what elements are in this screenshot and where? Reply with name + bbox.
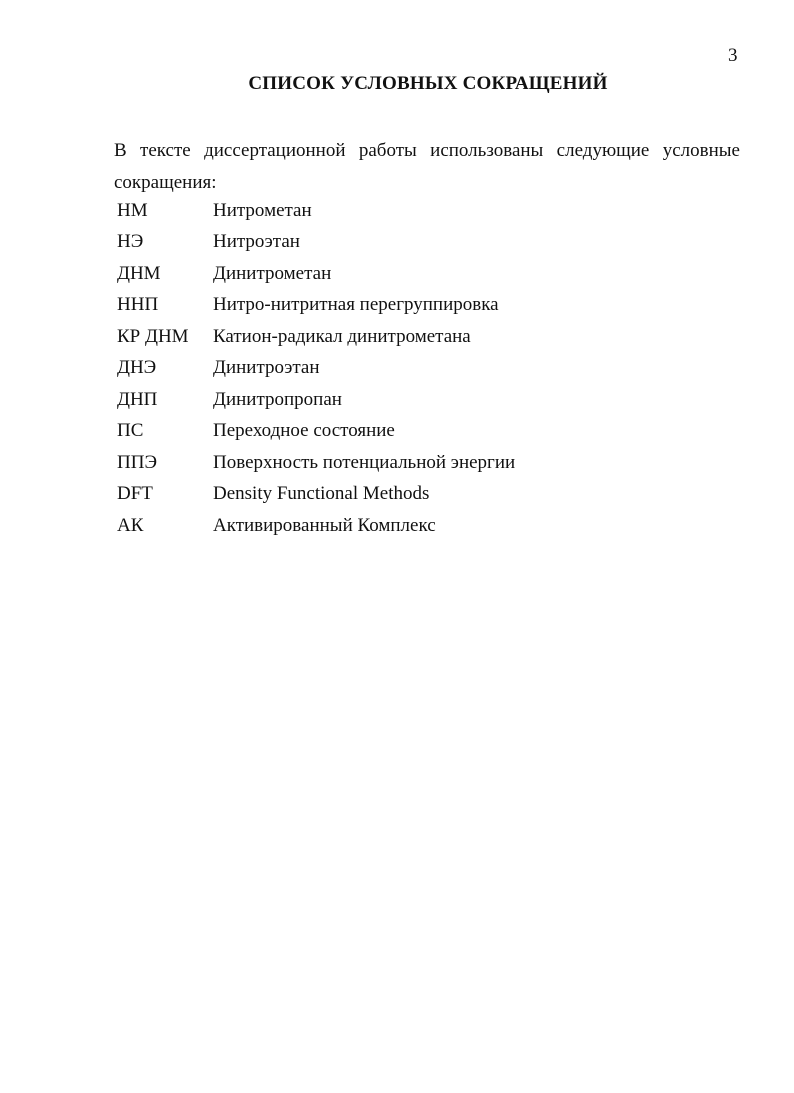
abbreviation-definition: Density Functional Methods (213, 483, 430, 505)
abbreviation-row (117, 510, 737, 542)
abbreviation-definition: Поверхность потенциальной энергии (213, 451, 516, 473)
abbreviation-definition: Катион-радикал динитрометана (213, 325, 471, 347)
abbreviation-term: НЭ (117, 231, 144, 253)
abbreviation-row (117, 195, 737, 227)
abbreviation-row (117, 353, 737, 385)
abbreviation-term: ППЭ (117, 451, 157, 473)
abbreviation-term: ДНМ (117, 262, 161, 284)
intro-paragraph: В тексте диссертационной работы использованы следующие условные сокращения: (114, 140, 740, 193)
abbreviation-definition: Переходное состояние (213, 420, 395, 442)
abbreviation-term: АК (117, 514, 144, 536)
abbreviation-row (117, 321, 737, 353)
abbreviation-term: КР ДНМ (117, 325, 189, 347)
abbreviation-term: ПС (117, 420, 144, 442)
abbreviation-list (117, 195, 737, 542)
abbreviation-term: ДНЭ (117, 357, 157, 379)
abbreviation-term: ДНП (117, 388, 158, 410)
abbreviation-term: DFT (117, 483, 153, 505)
abbreviation-row (117, 479, 737, 511)
abbreviation-term: ННП (117, 294, 159, 316)
page-number: 3 (728, 45, 738, 66)
abbreviation-row (117, 290, 737, 322)
abbreviation-row (117, 384, 737, 416)
abbreviation-definition: Нитро-нитритная перегруппировка (213, 294, 499, 316)
abbreviation-row (117, 258, 737, 290)
abbreviation-definition: Динитрометан (213, 262, 332, 284)
page-title: СПИСОК УСЛОВНЫХ СОКРАЩЕНИЙ (248, 73, 608, 94)
abbreviation-row (117, 447, 737, 479)
abbreviation-definition: Нитрометан (213, 199, 312, 221)
abbreviation-term: НМ (117, 199, 148, 221)
abbreviation-definition: Динитроэтан (213, 357, 320, 379)
abbreviation-row (117, 227, 737, 259)
abbreviation-definition: Активированный Комплекс (213, 514, 436, 536)
abbreviation-row (117, 416, 737, 448)
abbreviation-definition: Нитроэтан (213, 231, 300, 253)
abbreviation-definition: Динитропропан (213, 388, 342, 410)
